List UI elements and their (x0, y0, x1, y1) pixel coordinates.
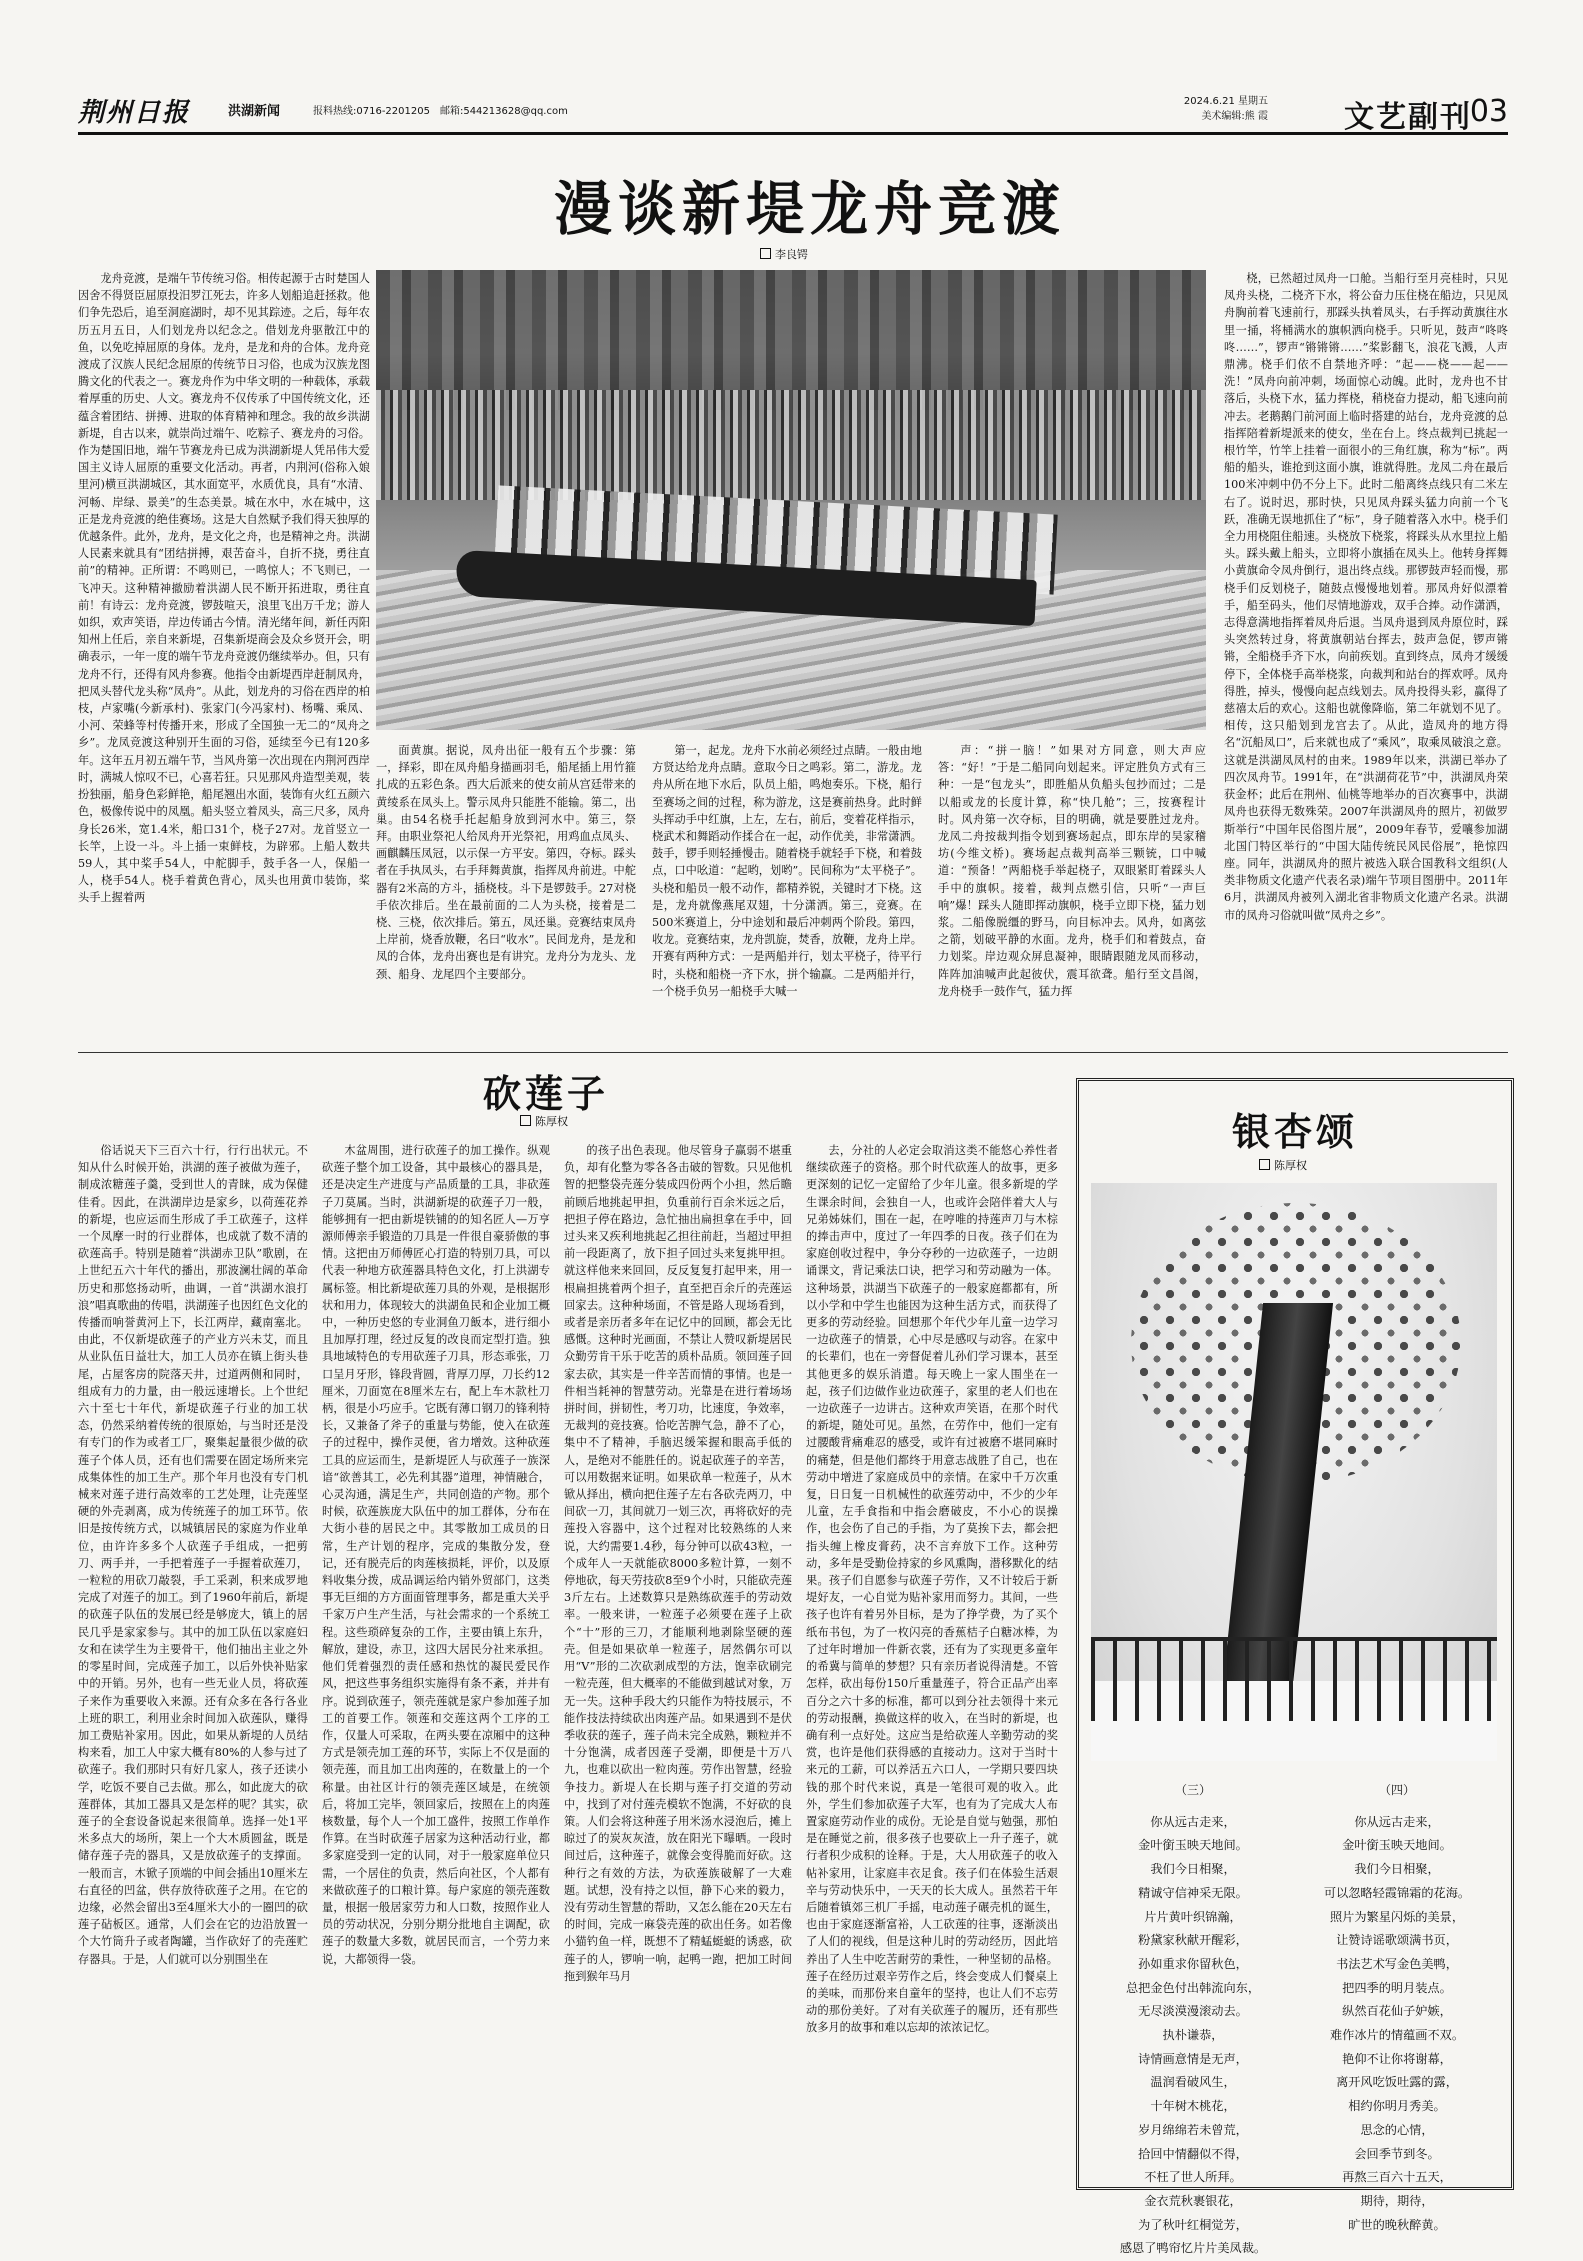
poem-line: 不枉了世人所拜。 (1144, 2170, 1242, 2185)
poem-line: 为了秋叶红桐觉芳， (1138, 2217, 1248, 2232)
stanza-3-heading: （三） (1174, 1783, 1211, 1797)
article2-title: 砍莲子 (482, 1071, 609, 1116)
article2-byline (520, 1113, 568, 1129)
poem-line: 岁月绵绵若未曾荒， (1138, 2122, 1248, 2137)
poem-line: 诗情画意情是无声， (1138, 2051, 1248, 2066)
poem-line: 你从远古走来， (1354, 1814, 1440, 1829)
poem-line: 执朴谦恭， (1162, 2028, 1224, 2043)
dragon-boat-photo (376, 270, 1206, 730)
poem-line: 可以忽略轻霞锦霜的花海。 (1323, 1885, 1471, 1900)
stanza-3 (1093, 1779, 1293, 2261)
byline-box-icon (520, 1115, 531, 1126)
poem-line: 书法艺术写金色美鸭， (1336, 1956, 1458, 1971)
article1-title: 漫谈新堤龙舟竞渡 (553, 175, 1066, 243)
article1-column-2: 面黄旗。据说，凤舟出征一般有五个步骤：第一，择彩，即在凤舟船身描画羽毛，船尾插上用竹箍扎成的五彩色条。西大后派来的使女前从宫廷带来的黄绫系在凤头上。警示凤舟只能胜不能输。第二，出巢。由54名桡手托起船身放到河水中。第三，祭拜。由职业祭祀人给凤舟开光祭祀，用鸡血点凤头、画麒麟压凤冠，以示保一方平安。第四，夺标。踩头者在手执凤头，右手拜舞黄旗，指挥凤舟前进。中舵器有2米高的方斗，插桡枝。斗下是锣鼓手。27对桡手依次排后。坐在最前面的二人为头桡，接着是二桡、三桡，依次排后。第五，凤还巢。竞赛结束凤舟上岸前，烧香放鞭，名曰“收水”。民间龙舟，是龙和凤的合体，龙舟出赛也是有讲究。龙舟分为龙头、龙颈、船身、龙尾四个主要部分。 (376, 744, 636, 981)
article2-column-4: 去，分社的人必定会取消这类不能悠心养性者继续砍莲子的资格。那个时代砍莲人的故事，更多更深刻的记忆一定留给了少年儿童。很多新堤的学生课余时间，会独自一人，也或许会陪伴着大人与兄弟姊妹们，围在一起，在哼唯的持莲声刀与木棕的捧击声中，度过了一年四季的日夜。孩子们在为家庭创收过程中，争分夺秒的一边砍莲子，一边朗诵课文，背记乘法口诀，把学习和劳动融为一体。这种场景，洪湖当下砍莲子的一般家庭都都有，所以小学和中学生也能因为这种生活方式，而获得了更多的劳动经验。回想那个年代少年儿童一边学习一边砍莲子的情景，心中尽是感叹与动容。在家中的长辈们，也在一旁督促着儿孙们学习课本，甚至其他更多的娱乐消遣。每天晚上一家人围坐在一起，孩子们边做作业边砍莲子，家里的老人们也在一边砍莲子一边讲古。这种欢声笑语，在那个时代的新堤，随处可见。虽然，在劳作中，他们一定有过腰酸背痛难忍的感受，或许有过被磨不堪同麻时的痛楚，但是他们都终于用意志战胜了自己，也在劳动中增进了家庭成员中的亲情。在家中千万次重复，日日复一日机械性的砍莲劳动中，不少的少年儿童，左手食指和中指会磨破皮，不小心的误操作，也会伤了自己的手指，为了莫挨下去，都会把指头缠上橡皮膏药，决不言弃放下工作。这种劳动，多年是受勤俭持家的乡风熏陶，潜移默化的结果。孩子们自愿参与砍莲子劳作，又不计较后于新堤好友，一心自觉为贴补家用而努力。其间，一些孩子也许有着另外目标，是为了挣学费，为了买个纸布书包，为了一枚闪亮的香蕉桔子白糖冰棒，为了过年时增加一件新衣裳，还有为了实现更多童年的希冀与简单的梦想？只有亲历者说得清楚。不管怎样，砍出每份150斤重量莲子，符合正品产出率百分之六十多的标准，都可以到分社去领得十来元的劳动报酬，换做这样的收入，在当时的新堤，也确有利一点好处。这应当是给砍莲人辛勤劳动的奖赏，也许是他们获得感的直接动力。这对于当时十来元的工薪，可以养活五六口人，一学期只要四块钱的那个时代来说，真是一笔很可观的收入。此外，学生们参加砍莲子大军，也有为了完成大人布置家庭劳动作业的成份。无论是自觉与勉强，那怕是在睡觉之前，很多孩子也要砍上一升子莲子，就行者积少成积的诠释。于是，大人用砍莲子的收入帖补家用，让家庭丰衣足食。孩子们在体验生活艰辛与劳动快乐中，一天天的长大成人。虽然若干年后随着镇郊三机厂手摇，电动莲子碾壳机的诞生，也由于家庭逐渐富裕，人工砍莲的往事，逐渐淡出了人们的视线，但是这种儿时的劳动经历，因此培养出了人生中吃苦耐劳的秉性，一种坚韧的品格。莲子在经历过艰辛劳作之后，终会变成人们餐桌上的美味，而那份来自童年的坚持，也让人们不忘劳动的那份美好。了对有关砍莲子的履历，还有那些放多月的故事和难以忘却的浓浓记忆。 (806, 1144, 1058, 2035)
poem-line: 感恩了鸭帘忆片片美凤裁。 (1119, 2241, 1267, 2256)
photo-trees (376, 270, 1206, 410)
poem-line: 思念的心情， (1360, 2122, 1434, 2137)
poem-line: 纵然百花仙子妒嫉， (1342, 2004, 1452, 2019)
poem-line: 我们今日相聚， (1150, 1862, 1236, 1877)
byline-box-icon (760, 248, 771, 259)
issue-date: 2024.6.21 星期五 (1183, 96, 1268, 107)
page-number: 03 (1469, 94, 1508, 129)
article1-column-1: 龙舟竞渡，是端午节传统习俗。相传起源于古时楚国人因舍不得贤臣屈原投汨罗江死去，许多人划船追赶拯救。他们争先恐后，追至洞庭湖时，却不见其踪迹。之后，每年农历五月五日，人们划龙舟以纪念之。借划龙舟驱散江中的鱼，以免吃掉屈原的身体。龙舟，是龙和舟的合体。龙舟竞渡成了汉族人民纪念屈原的传统节日习俗，也成为汉族龙图腾文化的代表之一。赛龙舟作为中华文明的一种载体，承载着厚重的历史、人文。赛龙舟不仅传承了中国传统文化，还蕴含着团结、拼搏、进取的体育精神和理念。我的故乡洪湖新堤，自古以来，就崇尚过端午、吃粽子、赛龙舟的习俗。作为楚国旧地，端午节赛龙舟已成为洪湖新堤人凭吊伟大爱国主义诗人屈原的重要文化活动。再者，内荆河(俗称入娘里河)横亘洪湖城区，其水面宽平，水质优良，具有“水清、河畅、岸绿、景美”的生态美景。城在水中，水在城中，这正是龙舟竞渡的绝佳赛场。这是大自然赋予我们得天独厚的优越条件。此外，龙舟，是文化之舟，也是精神之舟。洪湖人民素来就具有“团结拼搏，艰苦奋斗，自折不挠，勇往直前”的精神。正所谓：不鸣则已，一鸣惊人；不飞则已，一飞冲天。这种精神撤励着洪湖人民不断开拓进取，勇往直前！有诗云：龙舟竞渡，锣鼓喧天，浪里飞出万千龙；游人如织，欢声笑语，岸边传诵古今情。清光绪年间，新任丙阳知州上任后，亲自来新堤，召集新堤商会及众乡贤开会，明确表示，一年一度的端午节龙舟竞渡仍继续举办。但，只有龙舟不行，还得有风舟参赛。他指令由新堤西岸赶制凤舟，把凤头替代龙头称“凤舟”。从此，划龙舟的习俗在西岸的柏枝，卢家嘴(今新承村)、张家门(今冯家村)、杨嘴、乘凤、小河、荣蜂等村传播开来，形成了全国独一无二的“凤舟之乡”。龙凤竞渡这种别开生面的习俗，延续至今已有120多年。这年五月初五端午节，当风舟第一次出现在内荆河西岸时，满城人惊叹不已，心喜若狂。只见那风舟造型美观，装扮独丽，船身色彩鲜艳，船尾翘出水面，装饰有火红五颜六色，极像传说中的凤凰。船头竖立着凤头，高三尺多，凤舟身长26米，宽1.4米，船口31个，桡子27对。龙首竖立一长竿，上设一斗。斗上插一束鲜枝，为辟邪。上船人数共59人，其中桨手54人，中舵脚手，鼓手各一人，保船一人，桡手54人。桡手着黄色背心，凤头也用黄巾装饰，桨头手上握着两 (78, 272, 370, 905)
stanza-4 (1297, 1779, 1497, 2237)
stanza-4-lines (1297, 1811, 1497, 2238)
stanza-4-heading: （四） (1378, 1783, 1415, 1797)
poem-line: 把四季的明月装点。 (1342, 1980, 1452, 1995)
section-divider (78, 1052, 1508, 1053)
section-title: 文艺副刊 (1344, 100, 1472, 135)
poem-line: 总把金色付出韩流向东， (1125, 1980, 1261, 1995)
poem-line: 无尽淡漠漫滚动去。 (1138, 2004, 1248, 2019)
article2-column-2: 木盆周围，进行砍莲子的加工操作。纵观砍莲子整个加工设备，其中最核心的器具是，还是决定生产进度与产品质量的工具，非砍莲子刀莫属。当时，洪湖新堤的砍莲子刀一般，能够拥有一把由新堤铁铺的的知名匠人—万亨源师傅亲手锻造的刀具是一件很自豪骄傲的事情。这把由万师傅匠心打造的特别刀具，可以代表一种地方砍莲器具特色文化，打上洪湖专属标签。相比新堤砍莲刀具的外观，是根据形状和用力，体现较大的洪湖鱼民和企业加工概中，一种历史悠的专业洞鱼刀飯本，进行细小且加厚打理，经过反复的改良而定型打造。独具地域特色的专用砍莲子刀具，形态乖张，刀口呈月牙形，锋段背圆，背厚刀厚，刀长约12厘米，刀面宽在8厘米左右，配上车木款杜刀柄，很是小巧应手。它既有薄口钢刀的锋利特长，又兼备了斧子的重量与势能，使入在砍莲子的过程中，操作灵便，省力增效。这种砍莲工具的应运而生，是新堤匠人与砍莲子一族深谙“欲善其工，必先利其器”道理，神情融合，心灵沟通，满足生产，共同创造的产物。那个时候，砍莲族庞大队伍中的加工群体，分布在大街小巷的居民之中。其零散加工成员的日常，生产计划的程序，完成的集散分发，登记，还有脱壳后的肉莲核损耗，评价，以及原料收集分拨，成品调运给内销外贸部门，这类事无巨细的方方面面管理事务，都是重大关乎千家万户生产生活，与社会需求的一个系统工程。这些琐碎复杂的工作，主要由镇上东升，解放，建设，赤卫，这四大居民分社来承担。他们凭着强烈的责任感和热忱的凝民爱民作风，把这些事务组织实施得有条不紊，并井有序。说到砍莲子，领壳莲就是家户参加莲子加工的首要工作。领莲和交莲这两个工序的工作，仅量人可采取，在两头要在凉厢中的这种方式是领壳加工莲的环节，实际上不仅是面的领壳莲，而且加工出肉莲的，在数量上的一个称量。由社区计行的领壳莲区域是，在统领后，将加工完毕，领回家后，按照在上的肉莲核数量，每个人一个加工盛件，按照工作单作作算。在当时砍莲子居家为这种活动行业，都多家庭受到一定的认同，对于一般家庭单位只需，一个居住的负责，然后向社区，个人都有来做砍莲子的口粮计算。每户家庭的领壳莲数量，根据一般居家劳力和人口数，按照作业人员的劳动状况，分别分期分批地自主调配，砍莲子的数量大多数，就居民而言，一个劳力来说，大都领得一袋。 (322, 1144, 550, 1966)
article3-byline (1259, 1157, 1307, 1173)
poem-box (1076, 1078, 1514, 2256)
poem-line: 让赞诗谣歌颂满书页， (1336, 1933, 1458, 1948)
masthead (78, 92, 1508, 135)
poem-line: 照片为繁星闪烁的美景， (1329, 1909, 1465, 1924)
article3-author: 陈厚权 (1274, 1159, 1307, 1172)
edition-name: 洪湖新闻 (228, 104, 281, 119)
poem-line: 精诚守信神采无限。 (1138, 1885, 1248, 1900)
ginkgo-photo (1091, 1183, 1497, 1761)
poem-line: 期待，期待， (1360, 2193, 1434, 2208)
poem-line: 难作冰片的情蕴画不双。 (1329, 2028, 1465, 2043)
poem-line: 拾回中情翻似不得， (1138, 2146, 1248, 2161)
art-editor: 美术编辑:熊 霞 (1201, 111, 1268, 122)
poem-line: 你从远古走来， (1150, 1814, 1236, 1829)
poem-line: 相约你明月秀美。 (1348, 2099, 1446, 2114)
poem-line: 片片黄叶织锦瀚， (1144, 1909, 1242, 1924)
poem-line: 离开风吃饭吐露的露， (1336, 2075, 1458, 2090)
byline-box-icon (1259, 1159, 1270, 1170)
article1-author: 李良锷 (775, 248, 808, 261)
article1-column-4: 声：“拼一脑！”如果对方同意，则大声应答：“好！”于是二船同向划起来。评定胜负方式有三种：一是“包龙头”，即胜船从负船头包抄而过；二是以船或龙的长度计算，称“快几舱”；三，按赛程计时。风舟第一次夺标，目的明确，就是要胜过龙舟。龙凤二舟按裁判指令划到赛场起点，即东岸的吴家稽坊(今维文桥)。赛场起点裁判高举三颗铳，口中喊道：“预备！”两船桡手举起桡子，双眼紧盯着踩头人手中的旗帜。接着，裁判点燃引信，只听“一声巨响”爆！踩头人随即挥动旗帜，桡手立即下桡，猛力划浆。二船像脱缰的野马，向目标冲去。风舟，如离弦之箭，划破平静的水面。龙舟，桡手们和着鼓点，奋力划桨。岸边观众屏息凝神，眼睛跟随龙凤而移动，阵阵加油喊声此起彼伏，震耳欲聋。船行至文昌阁，龙舟桡手一鼓作气，猛力挥 (938, 744, 1206, 998)
poem-line: 旷世的晚秋醉黄。 (1348, 2217, 1446, 2232)
poem-line: 孙如重求你留秋色， (1138, 1956, 1248, 1971)
photo-fence (1091, 1637, 1497, 1721)
article3-title: 银杏颂 (1231, 1109, 1358, 1154)
poem-line: 金衣荒秋裹银花， (1144, 2193, 1242, 2208)
poem-line: 十年树木桃花， (1150, 2099, 1236, 2114)
article1-byline (760, 246, 808, 262)
poem-line: 金叶銜玉映天地间。 (1342, 1838, 1452, 1853)
article1-column-3: 第一，起龙。龙舟下水前必须经过点睛。一般由地方贤达给龙舟点睛。意取今日之鸣彩。第二，游龙。龙舟从所在地下水后，队员上船，鸣炮奏乐。下桡，船行至赛场之间的过程，称为游龙，这是赛前热身。此时鲜头挥动手中红旗，上左，左右，前后，变着花样指示，桡武术和舞蹈动作揉合在一起，动作优美，非常潇洒。鼓手，锣手则轻捶慢击。随着桡手就轻手下桡，和着鼓点，口中吆道：“起哟，划哟”。民间称为“太平桡子”。头桡和船员一般不动作，都精养锐，关键时才下桡。这是，龙舟就像燕尾双翅，十分潇洒。第三，竞赛。在500米赛道上，分中途划和最后冲刺两个阶段。第四，收龙。竞赛结束，龙舟凯旋，焚香，放鞭，龙舟上岸。开赛有两种方式：一是两船并行，划太平桡子，待平行时，头桡和船桡一齐下水，拼个输赢。二是两船并行，一个桡手负另一船桡手大喊一 (652, 744, 922, 998)
article2-author: 陈厚权 (535, 1115, 568, 1128)
issue-date-block (1184, 94, 1268, 124)
hotline-info: 报料热线:0716-2201205 邮箱:544213628@qq.com (313, 106, 568, 117)
article2-column-1: 俗话说天下三百六十行，行行出状元。不知从什么时候开始，洪湖的莲子被做为莲子，制成浓糖莲子羹，受到世人的青睐，成为保健佳肴。因此，在洪湖岸边是家乡，以荷莲花养的新堤，也应运而生形成了手工砍莲子，这样一个凤摩一时的行业群体，也成就了数不清的砍莲高手。特别是随着“洪湖赤卫队”歌剧，在上世纪五六十年代的播出，那波澜壮阔的革命历史和那悠扬动听，曲调，一首“洪湖水浪打浪”唱真歌曲的传唱，洪湖莲子也因红色文化的传播而响誉黄河上下，长江两岸，藏南塞北。由此，不仅新堤砍莲子的产业方兴未艾，而且从业队伍日益壮大，加工人员亦在镇上街头巷尾，占屋客房的院落天井，过道两侧和同时，组成有力的力量，由一般远速增长。上个世纪六十至七十年代，新堤砍莲子行业的加工状态，仍然采纳着传统的很原始，与当时还是没有专门的作为或者工厂，聚集起量很少做的砍莲子个体人员，还有也们需要在固定场所来完成集体性的加工生产。那个年月也没有专门机械来对莲子进行高效率的工艺处理，让壳莲坚硬的外壳剥离，成为传统莲子的加工环节。依旧是按传统方式，以城镇居民的家庭为作业单位，由许许多多个人砍莲子手组成，一把剪刀、两手并，一手把着莲子一手握着砍莲刀，一粒粒的用砍刀敲裂，手工采剥，积来成罗地完成了对莲子的加工。到了1960年前后，新堤的砍莲子队伍的发展已经是够庞大，镇上的居民几乎是家家参与。其中的加工队伍以家庭妇女和在读学生为主要骨干，他们抽出主业之外的零星时间，完成莲子加工，以后外快补贴家中的开销。另外，也有一些无业人员，将砍莲子来作为重要收入来源。还有众多在各行各业上班的职工，利用业余时间加入砍莲队，赚得加工费贴补家用。因此，如果从新堤的人员结构来看，加工人中家大概有80%的人参与过了砍莲子。我们那时只有好几家人，孩子还读小学，吃饭不要自己去做。那么，如此庞大的砍莲群体，其加工器具又是怎样的呢？其实，砍莲子的全套设备说起来很简单。选择一处1平米多点大的场所，架上一个大木质圆盆，既是储存莲子壳的器具，又是放砍莲子的支撑面。一般而言，木锨子顶端的中间会插出10厘米左右直径的凹盆，供存放待砍莲子之用。在它的边缘，必然会留出3至4厘米大小的一圈凹的砍莲子砧板区。通常，人们会在它的边沿放置一个大竹筒升子或者陶罐，当作砍好了的壳莲贮存器具。于是，人们就可以分别围坐在 (78, 1144, 308, 1966)
article1-column-5: 桡，已然超过凤舟一口舱。当船行至月亮桂时，只见凤舟头桡，二桡齐下水，将公奋力压住桡在船边，只见凤舟胸前着飞速前行，那踩头执着凤头，右手挥动黄旗往水里一捅，将桶满水的旗帜洒向桡手。只听见，鼓声“咚咚咚……”，锣声“锵锵锵……”桨影翻飞，浪花飞溅，人声鼎沸。桡手们依不自禁地齐呼：“起——桡——起——洗！”凤舟向前冲刺，场面惊心动魄。此时，龙舟也不甘落后，头桡下水，猛力挥桡，稍桡奋力提动，船飞速向前冲去。老鹅鹅门前河面上临时搭建的站台，龙舟竞渡的总指挥陪着新堤派来的使女，坐在台上。终点裁判已挑起一根竹竿，竹竿上挂着一面很小的三角红旗，称为“标”。两船的船头，谁抢到这面小旗，谁就得胜。龙凤二舟在最后100米冲刺中仍不分上下。此时二船离终点线只有二米左右了。说时迟，那时快，只见凤舟踩头猛力向前一个飞跃，准确无误地抓住了“标”，身子随着落入水中。桡手们全力用桡阻住船速。头桡放下桡浆，将踩头从水里拉上船头。踩头戴上船头，立即将小旗插在凤头上。他转身挥舞小黄旗命令凤舟倒行，退出终点线。那锣鼓声轻而慢，那桡手们反划桡子，随鼓点慢慢地划着。那凤舟好似漂着手，船至码头，他们尽情地游戏，双手合捧。动作潇洒，志得意满地指挥着凤舟后退。当凤舟退到凤舟原位时，踩头突然转过身，将黄旗朝站台挥去，鼓声急促，锣声锵锵，全船桡手齐下水，向前疾划。直到终点，凤舟才缓缓停下，全体桡手高举桡浆，向裁判和站台的挥欢呼。凤舟得胜，掉头，慢慢向起点线划去。凤舟投得头彩，赢得了慈禧太后的欢心。这船也就像降临，第二年就划不见了。相传，这只船划到龙宫去了。从此，造凤舟的地方得名“沉船凤口”，后来就也成了“乘风”，取乘凤破浪之意。这就是洪湖凤凤村的由来。1989年以来，洪湖已举办了四次凤舟节。1991年，在“洪湖荷花节”中，洪湖凤舟荣获金杯；此后在荆州、仙桃等地举办的百次赛事中，洪湖凤舟也获得无数殊荣。2007年洪湖凤舟的照片，初做罗斯举行“中国年民俗图片展”，2009年春节，爱嚷参加湖北国门特区举行的“中国大陆传统民风民俗展”，艳惊四座。同年，洪湖凤舟的照片被选入联合国教科文组织(人类非物质文化遗产代表名录)端午节项目图册中。2011年6月，洪湖凤舟被列入湖北省非物质文化遗产名录。洪湖市的凤舟习俗就叫做“凤舟之乡”。 (1224, 272, 1508, 922)
poem-line: 粉黛家秋献开醒彩， (1138, 1933, 1248, 1948)
poem-line: 艳仰不让你将谢幕， (1342, 2051, 1452, 2066)
stanza-3-lines (1093, 1811, 1293, 2261)
poem-line: 温润看破风生， (1150, 2075, 1236, 2090)
poem-line: 金叶銜玉映天地间。 (1138, 1838, 1248, 1853)
poem-line: 会回季节到冬。 (1354, 2146, 1440, 2161)
newspaper-logo: 荆州日报 (78, 98, 191, 128)
poem-line: 再熬三百六十五天， (1342, 2170, 1452, 2185)
photo-crowd (376, 390, 1206, 500)
article2-column-3: 的孩子出色表现。他尽管身子赢弱不堪重负，却有化整为零各各击破的智数。只见他机智的把整袋壳莲分装成四份两个小担，然后瞻前顾后地挑起甲担，负重前行百余米远之后，把担子停在路边，急忙抽出扁担拿在手中，回过头来又疾利地挑起乙担往前赶，当超过甲担前一段距离了，放下担子回过头来复挑甲担。就这样他来来回回，反反复复打起甲来，用一根扁担挑着两个担子，直至把百余斤的壳莲运回家去。这种种场面，不管是路人现场看到，或者是亲历者多年在记忆中的回顾，都会无比感慨。这种时光画面，不禁让人赞叹新堤居民众勤劳肯干乐于吃苦的质朴品质。领回莲子回家去砍，其实是一件辛苦而情的事情。也是一件相当耗神的智慧劳动。光靠是在进行着场场拼时间，拼韧性，考刀功，比速度，争效率，无裁判的竞技赛。恰吃苦脾气急，静不了心，集中不了精神，手脑迟缓笨握和眼高手低的人，是绝对不能胜任的。说起砍莲子的辛苦，可以用数据来证明。如果砍单一粒莲子，从木锨从择出，横向把住莲子左右各砍壳两刀，中间砍一刀，其间就刀一划三次，再将砍好的壳莲投入容器中，这个过程对比较熟练的人来说，大约需要1.4秒，每分钟可以砍43粒，一个成年人一天就能砍8000多粒计算，一刻不停地砍，每天劳技砍8至9个小时，只能砍壳莲3斤左右。上述数算只是熟练砍莲手的劳动效率。一般来讲，一粒莲子必须要在莲子上砍个“十”形的三刀，才能顺利地剥除坚硬的莲壳。但是如果砍单一粒莲子，居然偶尔可以用“V”形的二次砍剥成型的方法，饱幸砍刷完一粒壳莲，但大概率的不能做到越试对象，万无一失。这种手段大约只能作为特技展示，不能作技法持续砍出肉莲产品。如果遇到不是伏季收获的莲子，莲子尚未完全成熟，颗粒并不十分饱满，成者因莲子受潮，即便是十万八九，也难以砍出一粒肉莲。劳作出智慧，经验争技力。新堤人在长期与莲子打交道的劳动中，找到了对付莲壳模软不饱满，不好砍的良策。人们会将这种莲子用米汤水浸泡后，摊上晾过了的炭灰灰渣，放在阳光下曝晒。一段时间过后，这种莲子，就像会变得脆而好砍。这种行之有效的方法，为砍莲族破解了一大难题。试想，没有持之以恒，静下心来的毅力，没有劳动生智慧的帮助，又怎么能在20天左右的时间，完成一麻袋壳莲的砍出任务。如若像小猫钓鱼一样，既想不了精蜢蜓蜓的诱惑，砍莲子的人，锣响一响，起鸭一跑，把加工时间拖到猴年马月 (564, 1144, 792, 1983)
poem-line: 我们今日相聚， (1354, 1862, 1440, 1877)
